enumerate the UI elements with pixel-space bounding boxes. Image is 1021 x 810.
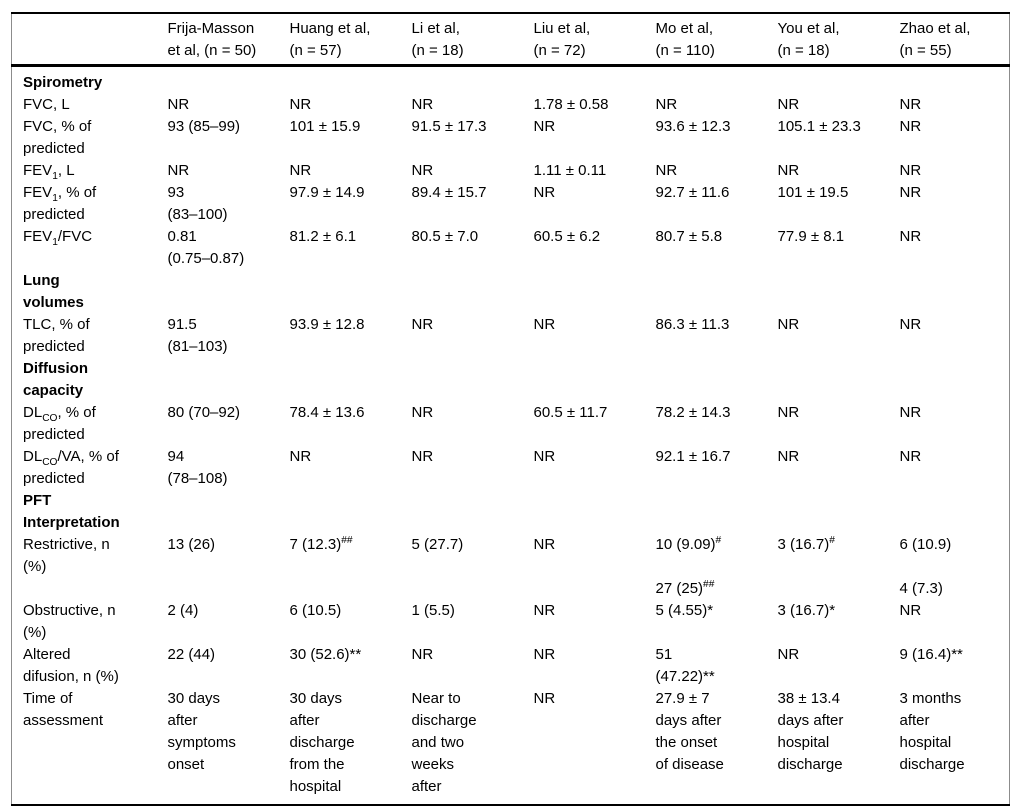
table-cell: NR [167,96,190,113]
table-cell: 93 (85–99) [167,118,241,135]
table-cell: 1 (5.5) [411,602,455,619]
table-cell [168,358,290,402]
row-label: TLC, % of predicted [23,316,90,355]
table-row [12,402,1010,446]
table-cell: NR [533,536,556,553]
table-cell: 3 (16.7)# [777,535,835,553]
table-cell [534,270,656,314]
table-cell: NR [411,96,434,113]
table-row [12,182,1010,226]
column-header: Zhao et al, (n = 55) [900,13,1010,66]
row-label: $DL_{CO}/VA$, % of predicted [23,448,119,487]
table-cell: 6 (10.9) 4 (7.3) [899,536,952,597]
table-cell: 51 (47.22)** [655,646,715,685]
table-cell [778,270,900,314]
section-row [12,270,1010,314]
table-cell [168,490,290,534]
table-cell [290,66,412,95]
table-cell: NR [533,646,556,663]
table-cell: 77.9 ± 8.1 [777,228,845,245]
table-cell: NR [899,228,922,245]
table-cell [168,270,290,314]
table-cell: 9 (16.4)** [899,646,963,663]
table-cell: 30 days after discharge from the hospital [289,690,355,795]
table-cell: 105.1 ± 23.3 [777,118,861,135]
table-cell: NR [899,602,922,619]
table-cell: 30 days after symptoms onset [167,690,236,773]
table-row [12,116,1010,160]
table-row [12,94,1010,116]
row-label: $FEV_1$, L [23,162,75,182]
column-header: Frija-Masson et al, (n = 50) [168,13,290,66]
table-cell [656,270,778,314]
table-cell: 80.5 ± 7.0 [411,228,479,245]
table-cell: 30 (52.6)** [289,646,362,663]
table-cell [290,490,412,534]
table-cell: 101 ± 15.9 [289,118,361,135]
table-cell: NR [899,118,922,135]
table-cell: 80 (70–92) [167,404,241,421]
table-cell: NR [655,162,678,179]
section-row [12,490,1010,534]
table-cell [168,66,290,95]
table-cell: NR [655,96,678,113]
table-cell [534,358,656,402]
table-cell: 78.4 ± 13.6 [289,404,365,421]
section-header: Lung volumes [23,272,84,311]
table-cell: 7 (12.3)## [289,535,353,553]
row-label: $FEV_1$, % of predicted [23,184,97,223]
header-row [12,13,1010,66]
column-header: Li et al, (n = 18) [412,13,534,66]
table-row [12,160,1010,182]
table-cell: NR [777,316,800,333]
table-cell: NR [899,184,922,201]
table-cell: 5 (27.7) [411,536,464,553]
table-cell: NR [533,118,556,135]
table-cell: 22 (44) [167,646,216,663]
row-label: Time of assessment [23,690,104,729]
table-row [12,644,1010,688]
table-cell: NR [289,162,312,179]
table-cell: 60.5 ± 6.2 [533,228,601,245]
row-label: Obstructive, n (%) [23,602,116,641]
table-cell: 93.6 ± 12.3 [655,118,731,135]
table-cell [900,270,1010,314]
table-cell: NR [777,96,800,113]
section-header: Diffusion capacity [23,360,88,399]
table-cell: 78.2 ± 14.3 [655,404,731,421]
table-cell: 97.9 ± 14.9 [289,184,365,201]
table-cell [656,66,778,95]
row-label: FVC, L [23,96,70,113]
table-cell [656,490,778,534]
section-row [12,358,1010,402]
table-cell: NR [899,404,922,421]
table-row [12,314,1010,358]
table-cell: NR [289,96,312,113]
table-cell: NR [777,162,800,179]
table-cell: NR [777,448,800,465]
column-header: Mo et al, (n = 110) [656,13,778,66]
table-body [12,66,1010,806]
section-row [12,66,1010,95]
table-cell: 93.9 ± 12.8 [289,316,365,333]
table-cell [778,66,900,95]
section-header: Spirometry [23,74,103,91]
column-header: Liu et al, (n = 72) [534,13,656,66]
table-header [12,13,1010,66]
table-cell: 101 ± 19.5 [777,184,849,201]
table-cell: 86.3 ± 11.3 [655,316,730,333]
table-cell: NR [899,316,922,333]
table-cell: 91.5 ± 17.3 [411,118,487,135]
table-cell: 2 (4) [167,602,199,619]
table-row [12,446,1010,490]
table-cell: NR [167,162,190,179]
corner-cell [12,13,168,66]
table-cell: NR [533,316,556,333]
table-cell: 10 (9.09)# 27 (25)## [655,535,722,597]
table-cell: 27.9 ± 7 days after the onset of disease [655,690,724,773]
table-cell: 13 (26) [167,536,216,553]
table-cell: 1.11 ± 0.11 [533,162,607,179]
table-cell [290,270,412,314]
table-cell: NR [777,646,800,663]
table-cell [290,358,412,402]
table-cell: 91.5 (81–103) [167,316,228,355]
row-label: FVC, % of predicted [23,118,92,157]
section-header: PFT Interpretation [23,492,120,531]
table-cell: 3 (16.7)* [777,602,836,619]
row-label: $FEV_1$/FVC [23,228,93,248]
table-row [12,688,1010,805]
table-cell [778,358,900,402]
table-cell [412,66,534,95]
table-cell: NR [533,690,556,707]
table-cell: 89.4 ± 15.7 [411,184,487,201]
row-label: Altered difusion, n (%) [23,646,119,685]
table-cell: 92.1 ± 16.7 [655,448,731,465]
table-cell [412,358,534,402]
table-cell [412,490,534,534]
table-cell [900,66,1010,95]
table-cell: 3 months after hospital discharge [899,690,965,773]
column-header: You et al, (n = 18) [778,13,900,66]
table-cell: 1.78 ± 0.58 [533,96,609,113]
table-cell: NR [533,184,556,201]
table-cell: NR [533,448,556,465]
table-cell: NR [411,448,434,465]
column-header: Huang et al, (n = 57) [290,13,412,66]
table-cell: NR [533,602,556,619]
table-cell: NR [777,404,800,421]
table-cell [900,358,1010,402]
table-cell [534,490,656,534]
table-cell [900,490,1010,534]
table-cell: 92.7 ± 11.6 [655,184,730,201]
table-cell: 5 (4.55)* [655,602,714,619]
row-label: $DL_{CO}$, % of predicted [23,404,96,443]
table-cell: 80.7 ± 5.8 [655,228,723,245]
table-cell [778,490,900,534]
row-label: Restrictive, n (%) [23,536,110,575]
table-cell [656,358,778,402]
table-cell: 60.5 ± 11.7 [533,404,608,421]
table-cell: NR [899,96,922,113]
table-cell: 6 (10.5) [289,602,342,619]
table-cell [534,66,656,95]
table-cell: Near to discharge and two weeks after [411,690,477,795]
table-cell: NR [899,448,922,465]
table-row [12,534,1010,600]
table-cell: NR [411,404,434,421]
table-row [12,226,1010,270]
table-cell: 93 (83–100) [167,184,228,223]
table-cell: NR [899,162,922,179]
table-cell: 81.2 ± 6.1 [289,228,357,245]
table-cell [412,270,534,314]
table-cell: NR [411,162,434,179]
table-cell: 38 ± 13.4 days after hospital discharge [777,690,844,773]
table-cell: NR [411,646,434,663]
table-cell: 94 (78–108) [167,448,228,487]
pft-studies-table-container [11,12,1009,806]
table-cell: 0.81 (0.75–0.87) [167,228,245,267]
pft-studies-table [11,12,1010,806]
table-cell: NR [289,448,312,465]
table-cell: NR [411,316,434,333]
table-row [12,600,1010,644]
